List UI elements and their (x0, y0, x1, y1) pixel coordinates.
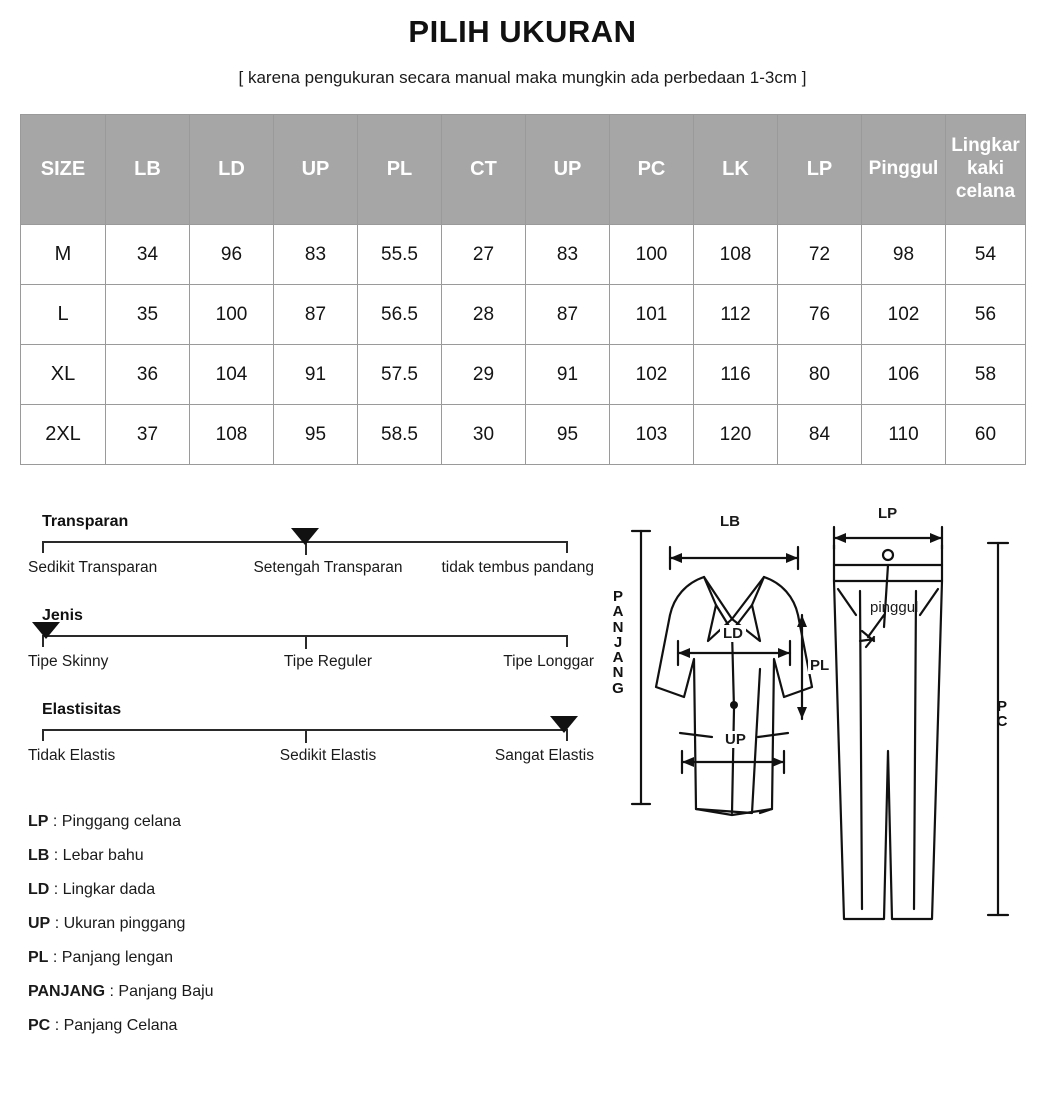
abbreviation-legend (28, 813, 588, 1051)
cell-up2: 91 (526, 345, 610, 405)
table-row (21, 285, 1026, 345)
label-pc: P C (996, 698, 1008, 731)
cell-up1: 91 (274, 345, 358, 405)
legend-code: PANJANG (28, 983, 106, 1000)
label-ld: LD (720, 625, 746, 642)
column-header-up1: UP (274, 115, 358, 225)
size-table-head (21, 115, 1026, 225)
table-row (21, 405, 1026, 465)
cell-pl: 56.5 (358, 285, 442, 345)
cell-lb: 37 (106, 405, 190, 465)
scale-jenis (28, 607, 628, 675)
scale-option-right: tidak tembus pandang (441, 559, 594, 576)
scale-option-left: Sedikit Transparan (28, 559, 158, 576)
label-pinggul: pinggul (870, 599, 919, 616)
label-panjang: P A N J A N G (612, 588, 624, 697)
legend-item (28, 881, 588, 899)
column-header-ld: LD (190, 115, 274, 225)
scale-options-elastisitas (28, 747, 628, 769)
cell-up1: 87 (274, 285, 358, 345)
scale-option-right: Tipe Longgar (503, 653, 594, 670)
cell-up2: 87 (526, 285, 610, 345)
cell-lingkar-kaki: 54 (946, 225, 1026, 285)
cell-ld: 96 (190, 225, 274, 285)
cell-pc: 102 (610, 345, 694, 405)
legend-text: : Panjang Baju (109, 983, 214, 1000)
cell-size: 2XL (21, 405, 106, 465)
scale-bar-transparan (42, 541, 568, 553)
legend-code: LD (28, 881, 50, 898)
legend-text: : Panjang lengan (52, 949, 174, 966)
cell-lk: 120 (694, 405, 778, 465)
cell-lingkar-kaki: 58 (946, 345, 1026, 405)
cell-lingkar-kaki: 60 (946, 405, 1026, 465)
legend-code: LP (28, 813, 49, 830)
cell-pc: 103 (610, 405, 694, 465)
column-header-lingkar-kaki-celana: Lingkar kaki celana (946, 115, 1026, 225)
table-header-row (21, 115, 1026, 225)
cell-up1: 83 (274, 225, 358, 285)
cell-size: M (21, 225, 106, 285)
page-subtitle: [ karena pengukuran secara manual maka mungkin ada perbedaan 1-3cm ] (238, 68, 807, 87)
size-table-wrapper (20, 114, 1025, 465)
cell-ld: 100 (190, 285, 274, 345)
cell-pl: 57.5 (358, 345, 442, 405)
column-header-lp: LP (778, 115, 862, 225)
cell-size: L (21, 285, 106, 345)
scale-transparan (28, 513, 628, 581)
scale-options-transparan (28, 559, 628, 581)
cell-lk: 112 (694, 285, 778, 345)
cell-lk: 116 (694, 345, 778, 405)
column-header-pl: PL (358, 115, 442, 225)
scale-option-right: Sangat Elastis (494, 747, 594, 764)
cell-lb: 35 (106, 285, 190, 345)
label-pl: PL (810, 657, 830, 674)
scale-elastisitas (28, 701, 628, 769)
cell-lp: 72 (778, 225, 862, 285)
cell-pc: 100 (610, 225, 694, 285)
page-title: PILIH UKURAN (408, 14, 637, 49)
legend-item (28, 1017, 588, 1035)
scale-title-elastisitas: Elastisitas (42, 701, 122, 718)
cell-ct: 27 (442, 225, 526, 285)
lower-section (0, 505, 1045, 1093)
cell-lp: 84 (778, 405, 862, 465)
column-header-lk: LK (694, 115, 778, 225)
property-scales (28, 513, 628, 795)
scale-title-transparan: Transparan (42, 513, 129, 530)
garment-diagram-svg (612, 519, 1032, 959)
cell-ld: 104 (190, 345, 274, 405)
scale-bar-elastisitas (42, 729, 568, 741)
legend-text: : Lingkar dada (53, 881, 156, 898)
column-header-pinggul: Pinggul (862, 115, 946, 225)
legend-text: : Pinggang celana (52, 813, 182, 830)
legend-item (28, 949, 588, 967)
legend-item (28, 983, 588, 1001)
table-row (21, 225, 1026, 285)
legend-code: UP (28, 915, 51, 932)
cell-pc: 101 (610, 285, 694, 345)
cell-up2: 83 (526, 225, 610, 285)
column-header-lb: LB (106, 115, 190, 225)
legend-item (28, 847, 588, 865)
legend-text: : Lebar bahu (53, 847, 144, 864)
table-row (21, 345, 1026, 405)
scale-option-mid: Setengah Transparan (253, 559, 403, 576)
legend-code: PC (28, 1017, 51, 1034)
label-up: UP (722, 731, 749, 748)
cell-ct: 30 (442, 405, 526, 465)
cell-lb: 36 (106, 345, 190, 405)
cell-pinggul: 98 (862, 225, 946, 285)
label-lb: LB (720, 513, 740, 530)
scale-option-left: Tipe Skinny (28, 653, 109, 670)
scale-marker-transparan (291, 528, 319, 545)
scale-marker-jenis (32, 622, 60, 639)
cell-ld: 108 (190, 405, 274, 465)
garment-illustration (612, 505, 1032, 959)
cell-pl: 55.5 (358, 225, 442, 285)
scale-marker-elastisitas (550, 716, 578, 733)
column-header-up2: UP (526, 115, 610, 225)
scale-option-mid: Sedikit Elastis (279, 747, 377, 764)
cell-lp: 80 (778, 345, 862, 405)
cell-up2: 95 (526, 405, 610, 465)
scale-bar-jenis (42, 635, 568, 647)
cell-up1: 95 (274, 405, 358, 465)
cell-size: XL (21, 345, 106, 405)
cell-pinggul: 106 (862, 345, 946, 405)
cell-pl: 58.5 (358, 405, 442, 465)
size-table-body (21, 225, 1026, 465)
column-header-ct: CT (442, 115, 526, 225)
legend-code: PL (28, 949, 49, 966)
column-header-pc: PC (610, 115, 694, 225)
cell-lb: 34 (106, 225, 190, 285)
scale-option-mid: Tipe Reguler (283, 653, 373, 670)
legend-text: : Ukuran pinggang (54, 915, 186, 932)
cell-lingkar-kaki: 56 (946, 285, 1026, 345)
legend-item (28, 813, 588, 831)
legend-item (28, 915, 588, 933)
legend-text: : Panjang Celana (54, 1017, 178, 1034)
cell-ct: 29 (442, 345, 526, 405)
scale-title-jenis: Jenis (42, 607, 83, 624)
cell-lk: 108 (694, 225, 778, 285)
cell-ct: 28 (442, 285, 526, 345)
column-header-size: SIZE (21, 115, 106, 225)
scale-options-jenis (28, 653, 628, 675)
legend-code: LB (28, 847, 50, 864)
cell-lp: 76 (778, 285, 862, 345)
cell-pinggul: 110 (862, 405, 946, 465)
scale-option-left: Tidak Elastis (28, 747, 116, 764)
cell-pinggul: 102 (862, 285, 946, 345)
size-table (20, 114, 1026, 465)
label-lp: LP (878, 505, 898, 522)
